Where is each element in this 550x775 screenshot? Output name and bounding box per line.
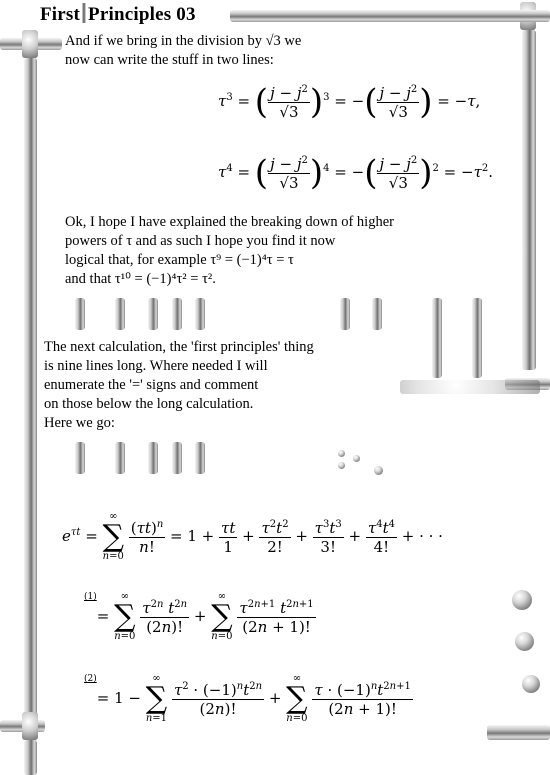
calc-line-2: $^{(1)}$= ∞ ∑ n=0 $\frac{\tau^{2n} t^{2n}}{(2n)!}$ + ∞ ∑ n=0 $\frac{\tau^{2n+1} t^{2n+1}}{(2n + 1)!}$ [84,591,314,642]
decor-dot [338,462,345,469]
decor-ball [515,632,534,651]
decor-bar [432,298,442,378]
explanation-paragraph [65,213,485,289]
frame-bar-top-right [505,10,550,22]
decor-bar [195,298,205,330]
decor-bar [75,298,85,330]
equality-tag-2: (2) [84,674,97,684]
title-part-1: First [40,4,81,25]
frame-bar-left-end [24,740,37,775]
decor-bar [75,442,85,474]
decor-dot [374,466,383,475]
calc-line-1: $e^{\tau t}$ = ∞ ∑ n=0 $\frac{(\tau t)^n}{n!}$ = 1 + $\frac{\tau t}{1}$ + $\frac{\tau^2t^2}{2!}$ + $\frac{\tau^3t^3}{3!}$ + $\frac{\tau^4t^4}{4!}$ + · · · [62,511,443,562]
decor-dot [338,450,345,457]
decor-bar [472,298,482,378]
next-line-1: The next calculation, the 'first principles' thing [44,339,314,355]
decor-bar [115,298,125,330]
frame-bar-right [522,30,536,370]
equality-tag-1: (1) [84,592,97,602]
frame-knot-left [22,30,38,58]
frame-bar-top [230,10,520,22]
frame-bar-bottom-right [487,725,550,740]
next-paragraph [44,338,389,433]
frame-knot-bottom-left [22,712,38,740]
equation-tau-fourth: $\tau^4$ = ( $\frac{j - j^2}{√3}$ )$^4$ = −( $\frac{j - j^2}{√3}$ )$^2 = -\tau^2$. [218,153,494,193]
frame-knot-row [400,380,540,394]
explain-line-4: and that τ¹⁰ = (−1)⁴τ² = τ². [65,271,216,287]
frame-bar-left [24,58,37,718]
page-title [40,3,196,26]
decor-bar [172,298,182,330]
calc-lhs: e [62,527,71,545]
calc-line-3: $^{(2)}$= 1 − ∞ ∑ n=1 $\frac{\tau^2 \cdot (-1)^nt^{2n}}{(2n)!}$ + ∞ ∑ n=0 $\frac{\tau \cdot (-1)^nt^{2n+1}}{(2n + 1)!}$ [84,673,411,724]
intro-line-2: now can write the stuff in two lines: [65,52,274,68]
explain-line-2: powers of τ and as such I hope you find it now [65,233,336,249]
decor-bar [172,442,182,474]
equation-tau-cubed: $\tau^3$ = ( $\frac{j - j^2}{√3}$ )$^3$ = −( $\frac{j - j^2}{√3}$ ) = −τ, [218,82,481,122]
decor-bar [372,298,382,330]
explain-line-1: Ok, I hope I have explained the breaking down of higher [65,214,394,230]
next-line-5: Here we go: [44,415,115,431]
decor-bar [340,298,350,330]
next-line-2: is nine lines long. Where needed I will [44,358,268,374]
intro-line-1: And if we bring in the division by √3 we [65,33,302,49]
next-line-3: enumerate the '=' signs and comment [44,377,259,393]
next-line-4: on those below the long calculation. [44,396,254,412]
decor-bar [115,442,125,474]
calc-lhs-exponent: τt [70,527,81,538]
intro-paragraph [65,32,365,70]
decor-bar [148,442,158,474]
title-part-2: Principles 03 [88,4,196,25]
decor-ball [522,675,540,693]
decor-bar [195,442,205,474]
decor-bar [148,298,158,330]
decor-ball [512,590,532,610]
explain-line-3: logical that, for example τ⁹ = (−1)⁴τ = τ [65,252,294,268]
title-separator [82,3,86,23]
decor-dot [353,455,360,462]
